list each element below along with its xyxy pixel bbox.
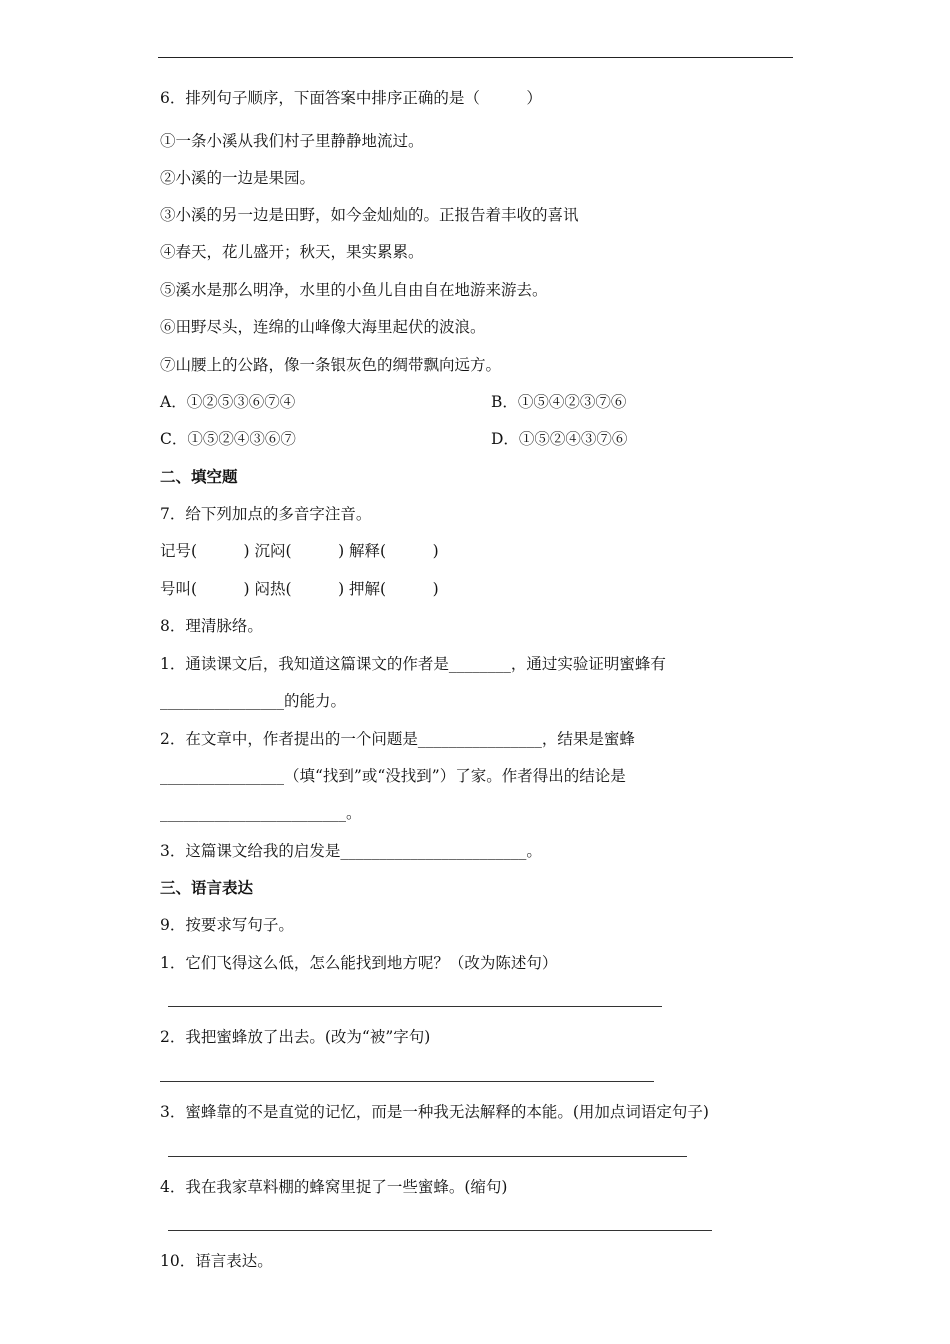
q6-sentence-3: ③小溪的另一边是田野，如今金灿灿的。正报告着丰收的喜讯: [160, 206, 579, 224]
q9-answer-line-3[interactable]: [168, 1156, 687, 1157]
header-rule: [158, 57, 793, 58]
q6-sentence-7: ⑦山腰上的公路，像一条银灰色的绸带飘向远方。: [160, 356, 502, 374]
q8-line-2: ________________的能力。: [160, 692, 347, 710]
q10-prompt: 10．语言表达。: [160, 1252, 273, 1270]
q8-line-4: ________________（填“找到”或“没找到”）了家。作者得出的结论是: [160, 767, 626, 785]
q9-answer-line-4[interactable]: [168, 1230, 712, 1231]
q9-sentence-4: 4．我在我家草料棚的蜂窝里捉了一些蜜蜂。(缩句): [160, 1178, 508, 1196]
q6-sentence-2: ②小溪的一边是果园。: [160, 169, 316, 187]
q6-option-c[interactable]: C．①⑤②④③⑥⑦: [160, 430, 296, 448]
q9-answer-line-2[interactable]: [160, 1081, 654, 1082]
q6-option-b[interactable]: B．①⑤④②③⑦⑥: [491, 393, 627, 411]
q7-row-1: 记号( ) 沉闷( ) 解释( ): [160, 542, 439, 560]
q8-line-3: 2．在文章中，作者提出的一个问题是________________，结果是蜜蜂: [160, 730, 635, 748]
q7-row-2: 号叫( ) 闷热( ) 押解( ): [160, 580, 439, 598]
section-3-title: 三、语言表达: [160, 878, 254, 897]
q6-prompt: 6．排列句子顺序，下面答案中排序正确的是（ ）: [160, 89, 542, 107]
q8-line-1: 1．通读课文后，我知道这篇课文的作者是________，通过实验证明蜜蜂有: [160, 655, 666, 673]
q6-option-a[interactable]: A．①②⑤③⑥⑦④: [160, 393, 296, 411]
q6-sentence-4: ④春天，花儿盛开；秋天，果实累累。: [160, 243, 424, 261]
q7-prompt: 7．给下列加点的多音字注音。: [160, 505, 372, 523]
q6-sentence-1: ①一条小溪从我们村子里静静地流过。: [160, 132, 424, 150]
section-2-title: 二、填空题: [160, 467, 238, 486]
q9-sentence-1: 1．它们飞得这么低，怎么能找到地方呢？（改为陈述句）: [160, 954, 558, 972]
q6-sentence-6: ⑥田野尽头，连绵的山峰像大海里起伏的波浪。: [160, 318, 486, 336]
q8-line-6: 3．这篇课文给我的启发是________________________。: [160, 842, 542, 860]
q6-option-d[interactable]: D．①⑤②④③⑦⑥: [491, 430, 628, 448]
q9-prompt: 9．按要求写句子。: [160, 916, 294, 934]
q6-sentence-5: ⑤溪水是那么明净，水里的小鱼儿自由自在地游来游去。: [160, 281, 548, 299]
q8-line-5: ________________________。: [160, 804, 362, 822]
q8-prompt: 8．理清脉络。: [160, 617, 263, 635]
q9-sentence-2: 2．我把蜜蜂放了出去。(改为“被”字句): [160, 1028, 431, 1046]
q9-answer-line-1[interactable]: [168, 1006, 662, 1007]
q9-sentence-3: 3．蜜蜂靠的不是直觉的记忆，而是一种我无法解释的本能。(用加点词语定句子): [160, 1103, 709, 1121]
